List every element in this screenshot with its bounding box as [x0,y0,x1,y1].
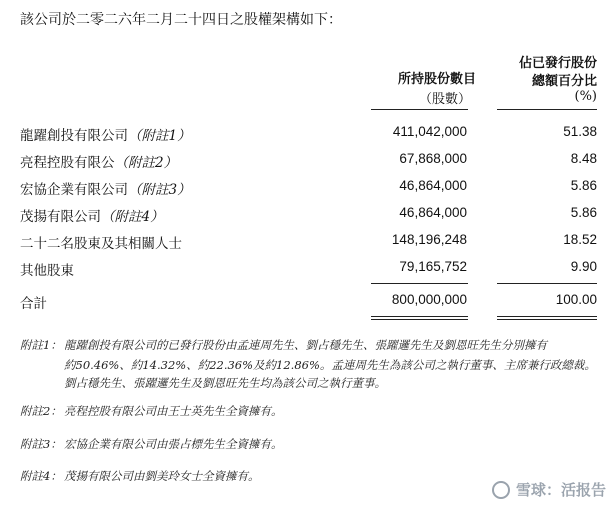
footnote-2 [20,401,283,421]
table-row-percentage: 5.86 [570,205,597,220]
pct-header-rule [497,109,597,110]
watermark-text: 雪球：活报告 [515,481,606,499]
table-row-percentage: 51.38 [563,124,597,139]
shares-subtotal-rule [371,283,468,284]
pct-total-rule-1 [497,316,597,317]
footnote-4-label: 附註4： [20,469,62,483]
total-label: 合計 [20,296,47,312]
footnote-3 [20,434,283,454]
total-shares: 800,000,000 [391,292,467,307]
footnote-1-line3: 劉占穩先生、張躍邏先生及劉恩旺先生均為該公司之執行董事。 [64,376,386,390]
percentage-column-header-line1: 佔已發行股份 [518,56,597,71]
footnote-2-label: 附註2： [20,404,62,418]
shares-total-rule-2 [371,319,468,320]
footnote-2-text: 亮程控股有限公司由王士英先生全資擁有。 [64,404,283,418]
percentage-column-header-line2: 總額百分比 [531,74,597,89]
table-row-name: 龍躍創投有限公司（附註1） [20,128,191,144]
shares-column-header: 所持股份數目 [397,72,476,87]
pct-subtotal-rule [497,283,597,284]
pct-total-rule-2 [497,319,597,320]
table-row-shares: 148,196,248 [391,232,467,247]
footnote-3-label: 附註3： [20,437,62,451]
table-row-percentage: 8.48 [570,151,597,166]
percentage-column-unit: (%) [574,89,597,104]
table-row-percentage: 18.52 [563,232,597,247]
footnote-4-text: 茂揚有限公司由劉美玲女士全資擁有。 [64,469,260,483]
shares-column-unit: （股數） [418,92,471,107]
watermark [492,479,606,500]
table-row-name: 其他股東 [20,263,74,279]
table-row-shares: 79,165,752 [399,259,467,274]
intro-text: 該公司於二零二六年二月二十四日之股權架構如下： [20,12,342,28]
table-row-name: 宏協企業有限公司（附註3） [20,182,191,198]
table-row-name: 茂揚有限公司（附註4） [20,209,164,225]
total-percentage: 100.00 [555,292,597,307]
table-row-shares: 67,868,000 [399,151,467,166]
shares-header-rule [371,109,468,110]
footnote-3-text: 宏協企業有限公司由張占標先生全資擁有。 [64,437,283,451]
table-row-shares: 46,864,000 [399,205,467,220]
footnote-1-label: 附註1： [20,338,62,352]
snowball-logo-icon [492,481,510,499]
footnote-1 [20,335,547,355]
footnote-1-line2: 約50.46%、約14.32%、約22.36%及約12.86%。孟連周先生為該公司之執行董事、主席兼行政總裁。 [64,358,596,372]
table-row-shares: 411,042,000 [392,124,467,139]
footnote-4 [20,466,260,486]
table-row-shares: 46,864,000 [399,178,467,193]
footnote-1-line1: 龍躍創投有限公司的已發行股份由孟連周先生、劉占穩先生、張躍邏先生及劉恩旺先生分別擁有 [64,338,547,352]
table-row-percentage: 9.90 [570,259,597,274]
table-row-name: 亮程控股有限公（附註2） [20,155,178,171]
table-row-percentage: 5.86 [570,178,597,193]
shares-total-rule-1 [371,316,468,317]
table-row-name: 二十二名股東及其相關人士 [20,236,182,252]
